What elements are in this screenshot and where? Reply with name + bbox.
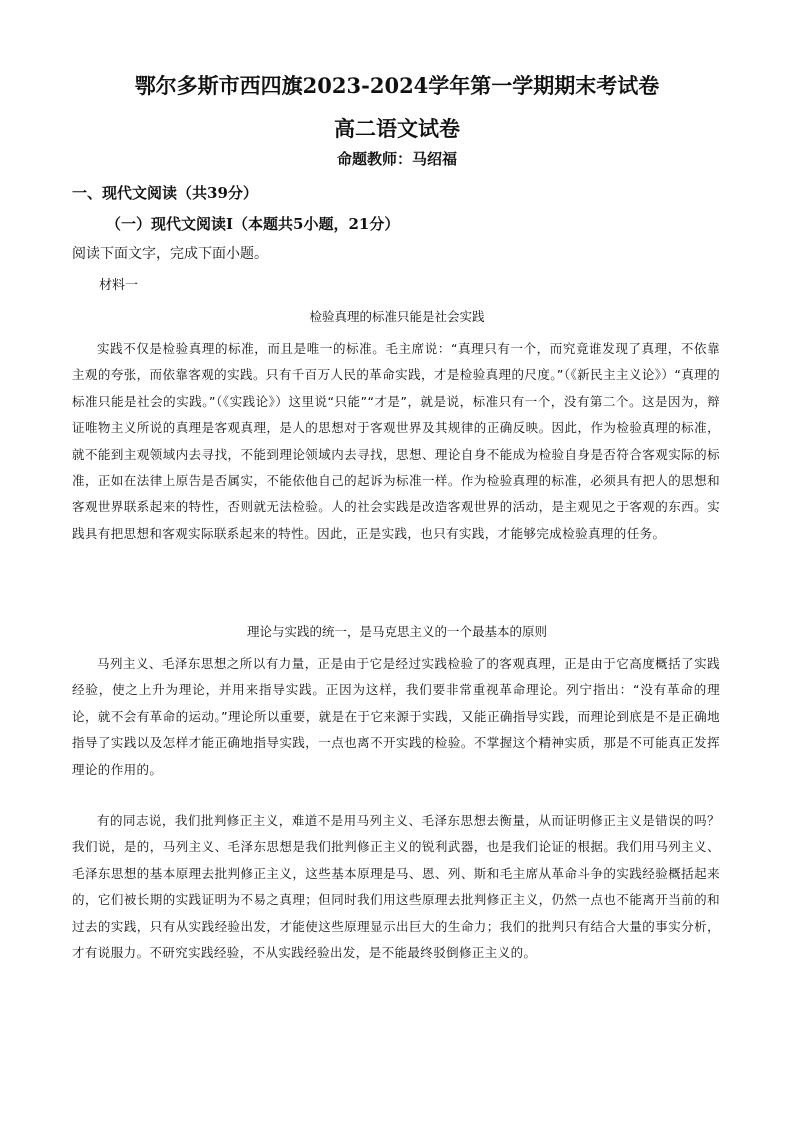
article-heading-1: 检验真理的标准只能是社会实践 — [309, 309, 485, 324]
exam-author: 命题教师：马绍福 — [336, 150, 457, 168]
article-heading-2: 理论与实践的统一，是马克思主义的一个最基本的原则 — [246, 624, 547, 639]
exam-title: 鄂尔多斯市西四旗2023-2024学年第一学期期末考试卷 — [134, 73, 660, 98]
section-heading: 一、现代文阅读（共39分） — [72, 184, 258, 202]
subsection-heading: （一）现代文阅读Ⅰ（本题共5小题，21分） — [106, 215, 400, 233]
article-paragraph-2: 马列主义、毛泽东思想之所以有力量，正是由于它是经过实践检验了的客观真理，正是由于它高度概括了实践经验，使之上升为理论，并用来指导实践。正因为这样，我们要非常重视革命理论。列宁指出：“没有革命的理论，就不会有革命的运动。”理论所以重要，就是在于它来源于实践，又能正确指导实践，而理论到底是不是正确地指导了实践以及怎样才能正确地指导实践，一点也离不开实践的检验。不掌握这个精神实质，那是不可能真正发挥理论的作用的。 — [72, 656, 720, 777]
reading-instruction: 阅读下面文字，完成下面小题。 — [72, 246, 268, 262]
article-paragraph-1: 实践不仅是检验真理的标准，而且是唯一的标准。毛主席说：“真理只有一个，而究竟谁发现了真理，不依靠主观的夸张，而依靠客观的实践。只有千百万人民的革命实践，才是检验真理的尺度。”（《新民主主义论》）“真理的标准只能是社会的实践。”（《实践论》）这里说“只能”“才是”，就是说，标准只有一个，没有第二个。这是因为，辩证唯物主义所说的真理是客观真理，是人的思想对于客观世界及其规律的正确反映。因此，作为检验真理的标准，就不能到主观领域内去寻找，不能到理论领域内去寻找，思想、理论自身不能成为检验自身是否符合客观实际的标准，正如在法律上原告是否属实，不能依他自己的起诉为标准一样。作为检验真理的标准，必须具有把人的思想和客观世界联系起来的特性，否则就无法检验。人的社会实践是改造客观世界的活动，是主观见之于客观的东西。实践具有把思想和客观实际联系起来的特性。因此，正是实践，也只有实践，才能够完成检验真理的任务。 — [72, 341, 720, 541]
article-paragraph-3: 有的同志说，我们批判修正主义，难道不是用马列主义、毛泽东思想去衡量，从而证明修正主义是错误的吗？我们说，是的，马列主义、毛泽东思想是我们批判修正主义的锐利武器，也是我们论证的根据。我们用马列主义、毛泽东思想的基本原理去批判修正主义，这些基本原理是马、恩、列、斯和毛主席从革命斗争的实践经验概括起来的，它们被长期的实践证明为不易之真理；但同时我们用这些原理去批判修正主义，仍然一点也不能离开当前的和过去的实践，只有从实践经验出发，才能使这些原理显示出巨大的生命力；我们的批判只有结合大量的事实分析，才有说服力。不研究实践经验，不从实践经验出发，是不能最终驳倒修正主义的。 — [72, 813, 720, 961]
exam-subtitle: 高二语文试卷 — [334, 116, 460, 141]
material-label: 材料一 — [99, 278, 139, 293]
